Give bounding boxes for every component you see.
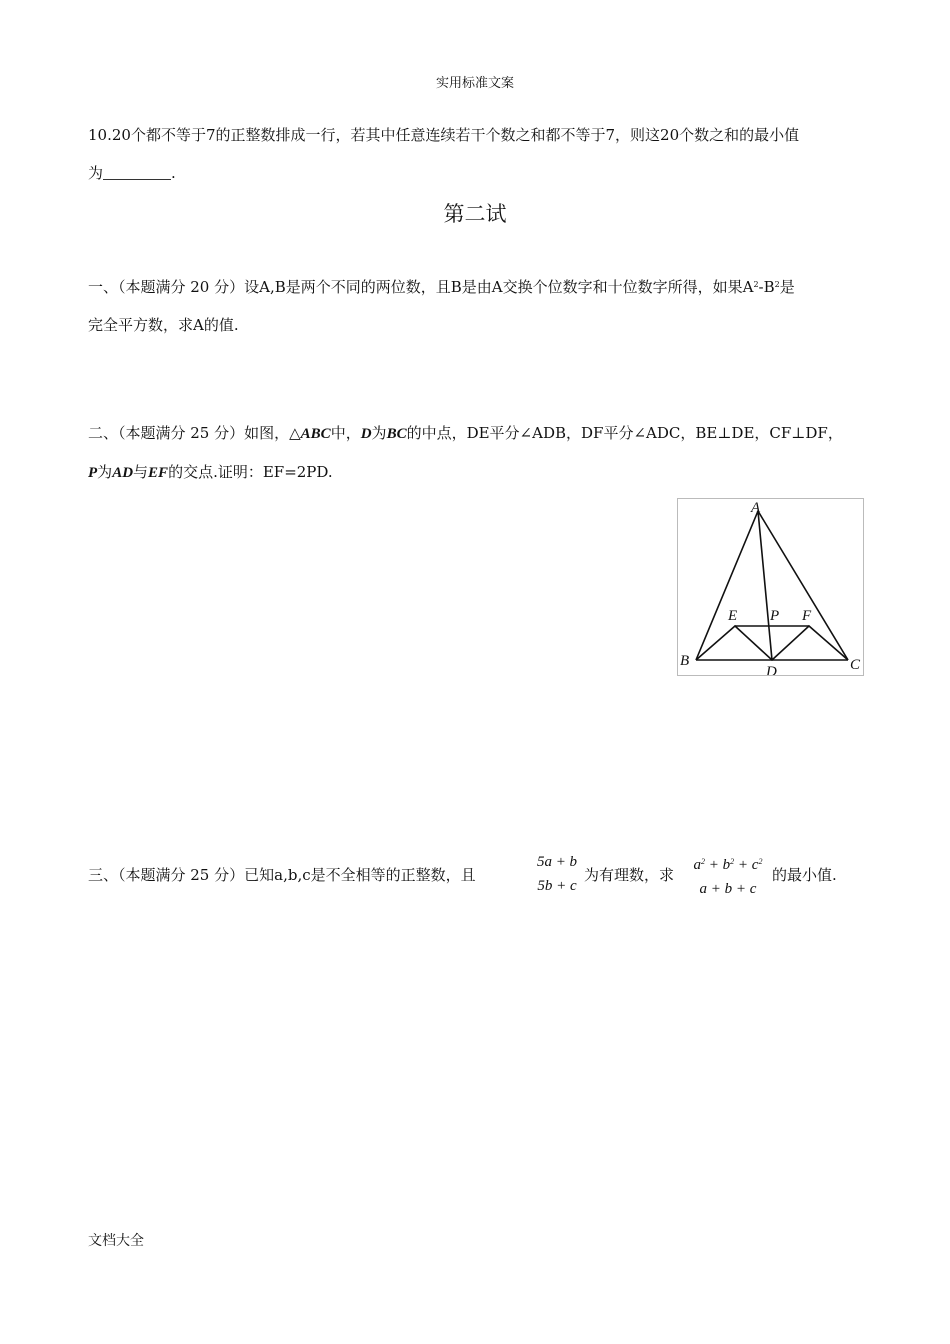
question-3-end: 的最小值.	[772, 866, 837, 884]
question-2-line2	[88, 453, 868, 492]
median-ad	[758, 511, 772, 660]
label-p: P	[770, 608, 780, 624]
problem-number: 10.20	[88, 126, 131, 144]
term-a: a	[693, 857, 702, 873]
exponent: 2	[701, 857, 706, 866]
label-f: F	[802, 608, 812, 624]
question-1-text-a: 设A,B是两个不同的两位数，且B是由A交换个位数字和十位数字所得，如果A	[244, 278, 754, 296]
q2-text: 的中点，DE平分∠ADB，DF平分∠ADC，BE⊥DE，CF⊥DF，	[406, 424, 843, 442]
segment-ef: EF	[148, 465, 169, 481]
answer-blank	[103, 163, 171, 180]
q2-text: 为	[97, 463, 113, 481]
fraction-2	[686, 850, 770, 901]
geometry-figure	[677, 498, 864, 676]
triangle-diagram	[678, 499, 863, 675]
exponent: 2	[753, 280, 759, 289]
problem-10-suffix: .	[171, 164, 176, 182]
question-2	[88, 414, 868, 492]
q2-text: 如图，△	[244, 424, 301, 442]
term-b: + b	[705, 857, 731, 873]
page-footer: 文档大全	[88, 1233, 144, 1249]
term-c: + c	[734, 857, 759, 873]
question-1-text-c: 是	[779, 278, 795, 296]
label-c: C	[850, 657, 861, 673]
problem-10-line1	[88, 116, 868, 154]
label-d: D	[766, 664, 777, 675]
exponent: 2	[774, 280, 780, 289]
triangle-name: ABC	[300, 426, 331, 442]
question-1-line2: 完全平方数，求A的值.	[88, 316, 239, 334]
problem-10-line2	[88, 154, 868, 192]
question-1-label: 一、（本题满分 20 分）	[88, 278, 245, 296]
point-p: P	[88, 465, 98, 481]
point-d: D	[360, 426, 372, 442]
triangle-sides	[696, 511, 848, 660]
label-e: E	[728, 608, 738, 624]
segment-bc: BC	[386, 426, 407, 442]
fraction-1	[533, 850, 581, 898]
label-a: A	[751, 500, 761, 516]
fraction-1-denominator: 5b + c	[537, 878, 577, 894]
q2-text: 与	[133, 463, 149, 481]
fraction-1-numerator: 5a + b	[536, 854, 578, 870]
question-3-label: 三、（本题满分 25 分）	[88, 866, 245, 884]
q2-text: 的交点.证明：EF=2PD.	[168, 463, 333, 481]
question-2-label: 二、（本题满分 25 分）	[88, 424, 245, 442]
problem-10-prefix: 为	[88, 164, 104, 182]
q2-text: 为	[371, 424, 387, 442]
q2-text: 中，	[330, 424, 361, 442]
problem-10	[88, 116, 868, 192]
section-title: 第二试	[443, 202, 507, 226]
question-2-line1	[88, 414, 868, 453]
fraction-2-numerator	[686, 850, 770, 877]
exponent: 2	[730, 857, 735, 866]
question-1-line1	[88, 266, 868, 306]
page-header: 实用标准文案	[435, 76, 514, 91]
question-1-text-b: -B	[758, 278, 775, 296]
question-3-text1: 已知a,b,c是不全相等的正整数，且	[244, 866, 476, 884]
label-b: B	[680, 653, 690, 669]
question-3-middle: 为有理数，求	[584, 866, 675, 884]
segment-ad: AD	[112, 465, 134, 481]
exponent: 2	[758, 857, 763, 866]
problem-10-text: 个都不等于7的正整数排成一行，若其中任意连续若干个数之和都不等于7，则这20个数之和的最小值	[130, 126, 800, 144]
question-1	[88, 266, 868, 344]
fraction-2-denominator: a + b + c	[699, 881, 757, 897]
